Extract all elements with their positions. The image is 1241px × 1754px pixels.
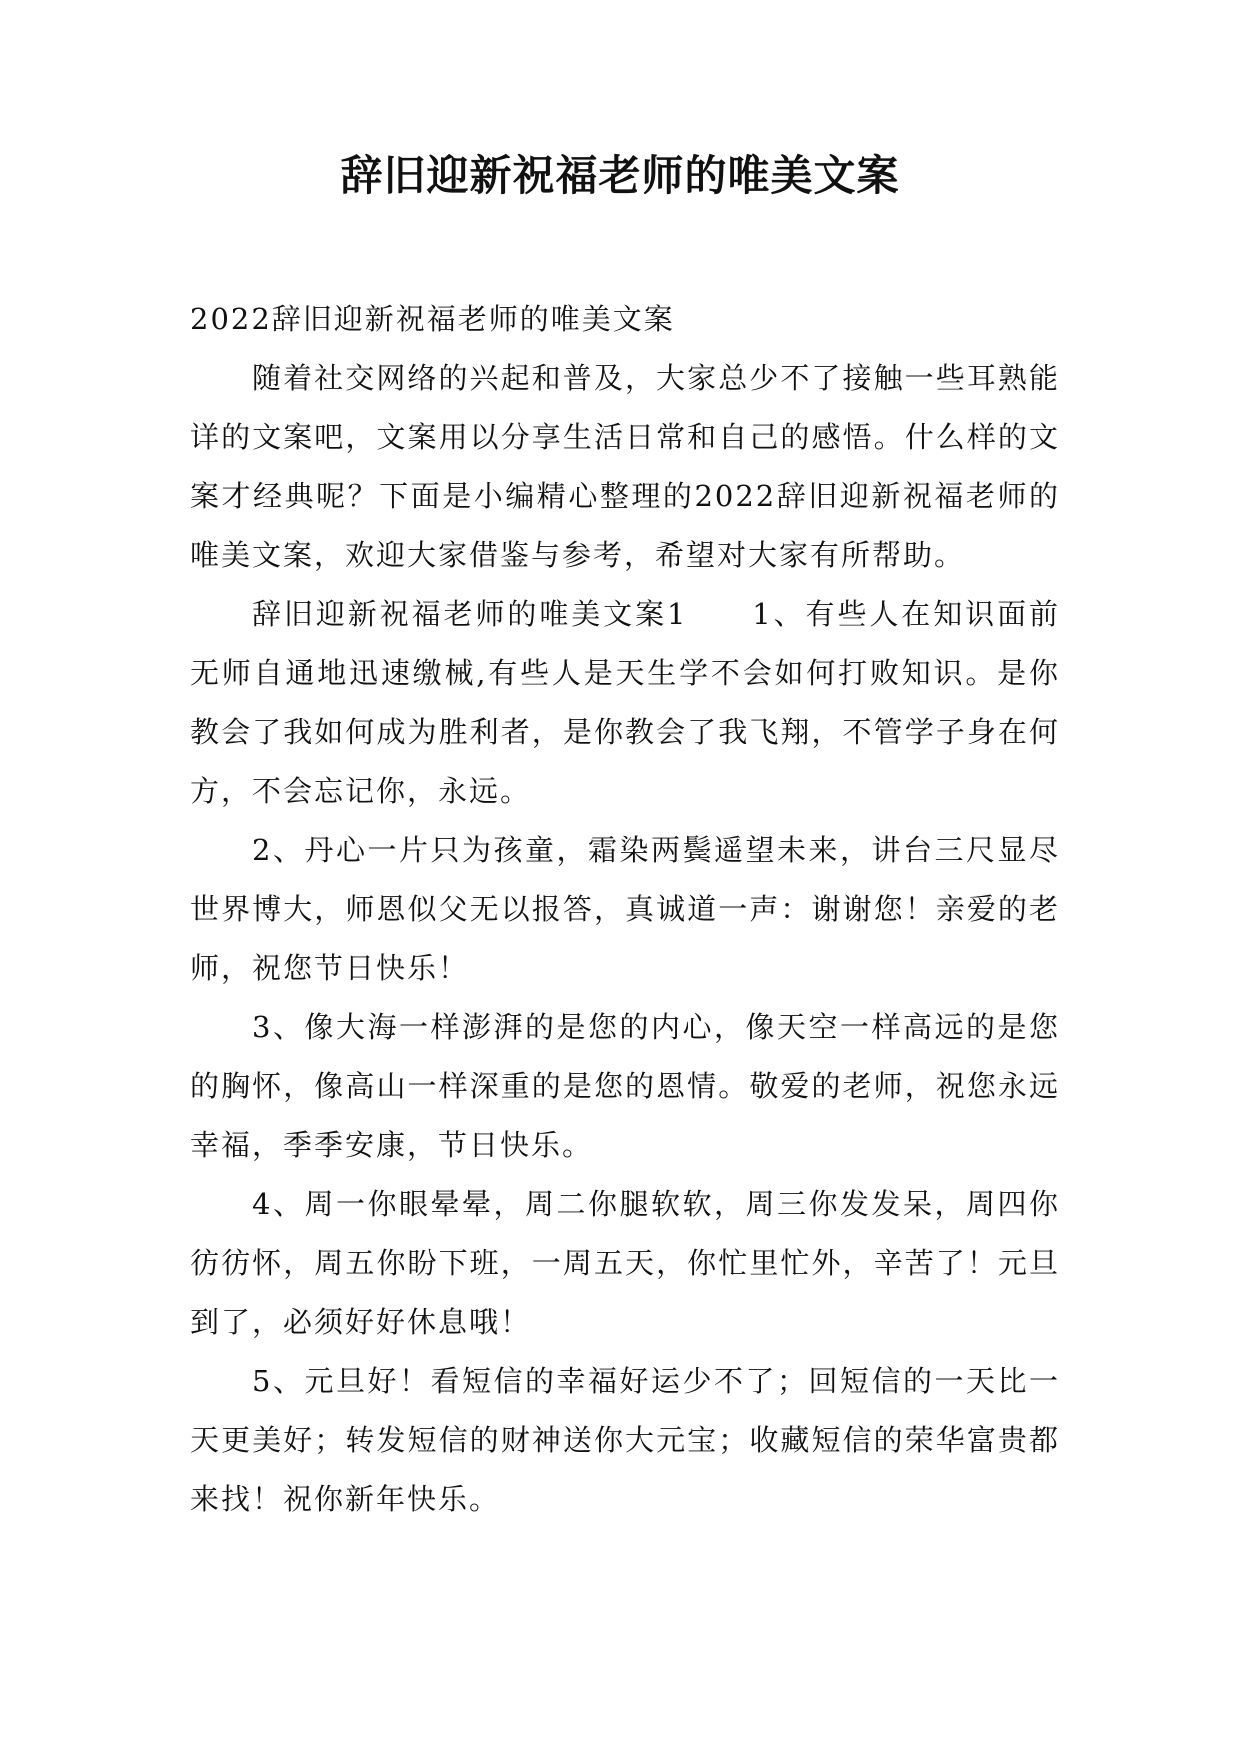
document-title: 辞旧迎新祝福老师的唯美文案	[340, 151, 900, 200]
intro-paragraph: 随着社交网络的兴起和普及，大家总少不了接触一些耳熟能详的文案吧，文案用以分享生活日常和自己的感悟。什么样的文案才经典呢？下面是小编精心整理的2022辞旧迎新祝福老师的唯美文案，欢迎大家借鉴与参考，希望对大家有所帮助。	[190, 361, 1060, 572]
document-body	[190, 290, 1060, 1529]
wish-paragraph-4: 4、周一你眼晕晕，周二你腿软软，周三你发发呆，周四你彷彷怀，周五你盼下班，一周五天，你忙里忙外，辛苦了！元旦到了，必须好好休息哦！	[190, 1187, 1060, 1339]
wish-paragraph-3: 3、像大海一样澎湃的是您的内心，像天空一样高远的是您的胸怀，像高山一样深重的是您的恩情。敬爱的老师，祝您永远幸福，季季安康，节日快乐。	[190, 1010, 1060, 1162]
subtitle-paragraph: 2022辞旧迎新祝福老师的唯美文案	[190, 302, 675, 336]
wish-paragraph-2: 2、丹心一片只为孩童，霜染两鬓遥望未来，讲台三尺显尽世界博大，师恩似父无以报答，真诚道一声：谢谢您！亲爱的老师，祝您节日快乐！	[190, 833, 1060, 985]
wish-paragraph-5: 5、元旦好！看短信的幸福好运少不了；回短信的一天比一天更美好；转发短信的财神送你大元宝；收藏短信的荣华富贵都来找！祝你新年快乐。	[190, 1364, 1060, 1516]
wish-paragraph-1: 辞旧迎新祝福老师的唯美文案1 1、有些人在知识面前无师自通地迅速缴械,有些人是天生学不会如何打败知识。是你教会了我如何成为胜利者，是你教会了我飞翔，不管学子身在何方，不会忘记你，永远。	[190, 597, 1060, 808]
